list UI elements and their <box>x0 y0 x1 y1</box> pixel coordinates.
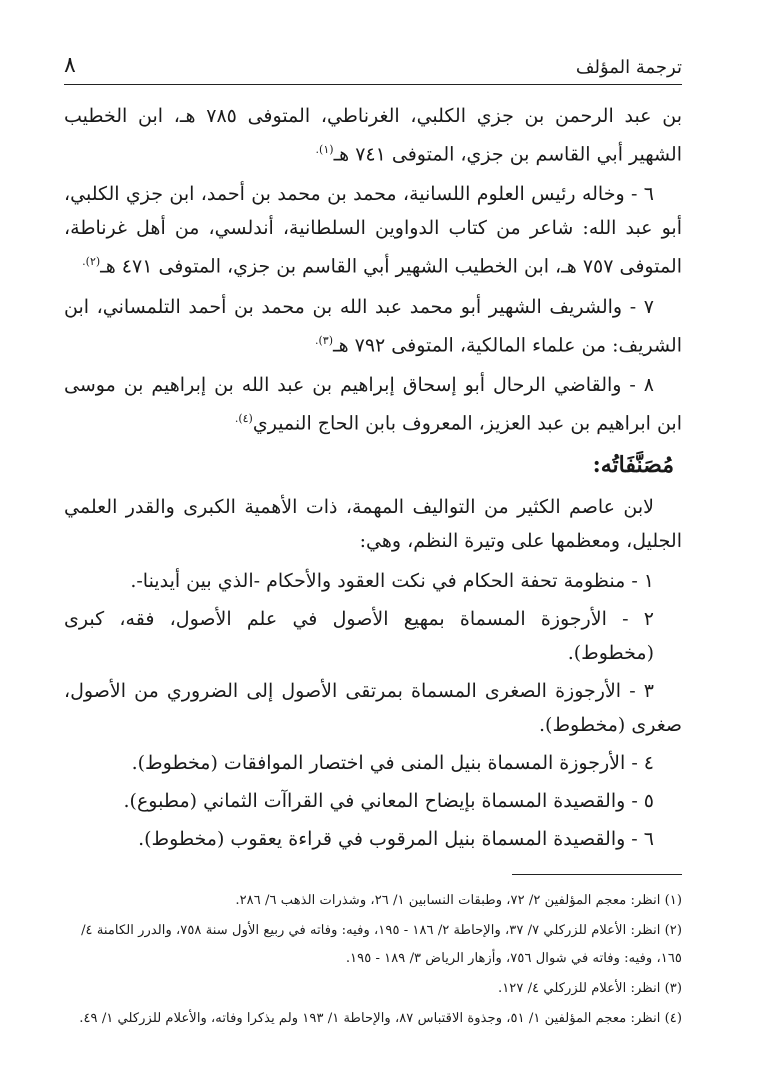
list-item: ٢ - الأرجوزة المسماة بمهيع الأصول في علم الأصول، فقه، كبرى (مخطوط). <box>64 608 654 665</box>
paragraph-text: بن عبد الرحمن بن جزي الكلبي، الغرناطي، المتوفى ٧٨٥ هـ، ابن الخطيب الشهير أبي القاسم بن جزي، المتوفى ٧٤١ هـ <box>64 105 682 166</box>
paragraph-item-8 <box>64 368 682 440</box>
list-item: ١ - منظومة تحفة الحكام في نكت العقود والأحكام -الذي بين أيدينا-. <box>130 570 654 593</box>
list-item: ٦ - والقصيدة المسماة بنيل المرقوب في قراءة يعقوب (مخطوط). <box>138 828 654 851</box>
works-list <box>64 564 682 856</box>
running-header <box>64 52 682 85</box>
main-text <box>64 99 682 856</box>
section-heading: مُصَنَّفَاتُه: <box>592 452 674 479</box>
book-page <box>64 52 682 1035</box>
footnote: (٢) انظر: الأعلام للزركلي ٧/ ٣٧، والإحاطة ٢/ ١٨٦ - ١٩٥، وفيه: وفاته في ربيع الأول سنة ٧٥٨، والدرر الكامنة ٤/ ١٦٥، وفيه: وفاته في شوال ٧٥٦، وأزهار الرياض ٣/ ١٨٩ - ١٩٥. <box>81 923 682 967</box>
paragraph-continuation <box>64 99 682 171</box>
list-item: ٤ - الأرجوزة المسماة بنيل المنى في اختصار الموافقات (مخطوط). <box>131 752 654 775</box>
paragraph-text: ٨ - والقاضي الرحال أبو إسحاق إبراهيم بن عبد الله بن إبراهيم بن موسى ابن ابراهيم بن عبد العزيز، المعروف بابن الحاج النميري <box>64 373 682 435</box>
footnote-ref: (٤). <box>234 411 253 425</box>
footnotes <box>64 887 682 1033</box>
list-item: ٥ - والقصيدة المسماة بإيضاح المعاني في القراآت الثماني (مطبوع). <box>123 790 654 813</box>
footnote-ref: (١). <box>315 143 334 156</box>
footnote-ref: (٢). <box>82 255 101 269</box>
section-intro: لابن عاصم الكثير من التواليف المهمة، ذات الأهمية الكبرى والقدر العلمي الجليل، ومعظمها على وتيرة النظم، وهي: <box>64 496 682 553</box>
list-item: ٣ - الأرجوزة الصغرى المسماة بمرتقى الأصول إلى الضروري من الأصول، صغرى (مخطوط). <box>64 680 682 737</box>
footnote: (١) انظر: معجم المؤلفين ٢/ ٧٢، وطبقات النسابين ١/ ٢٦، وشذرات الذهب ٦/ ٢٨٦. <box>235 893 682 909</box>
paragraph-item-7 <box>64 290 682 362</box>
page-number: ٨ <box>64 53 76 78</box>
paragraph-item-6 <box>64 177 682 283</box>
footnote-divider <box>512 874 682 875</box>
footnote: (٤) انظر: معجم المؤلفين ١/ ٥١، وجذوة الاقتباس ٨٧، والإحاطة ١/ ١٩٣ ولم يذكرا وفاته، والأعلام للزركلي ١/ ٤٩. <box>79 1011 682 1027</box>
header-title: ترجمة المؤلف <box>575 57 682 78</box>
footnote: (٣) انظر: الأعلام للزركلي ٤/ ١٢٧. <box>498 981 682 997</box>
footnote-ref: (٣). <box>314 333 333 347</box>
paragraph-text: ٧ - والشريف الشهير أبو محمد عبد الله بن محمد بن أحمد التلمساني، ابن الشريف: من علماء المالكية، المتوفى ٧٩٢ هـ <box>64 295 682 356</box>
paragraph-text: ٦ - وخاله رئيس العلوم اللسانية، محمد بن محمد بن أحمد، ابن جزي الكلبي، أبو عبد الله: شاعر من كتاب الدواوين السلطانية، أندلسي، من أهل غرناطة، المتوفى ٧٥٧ هـ، ابن الخطيب الشهير أبي القاسم بن جزي، المتوفى ٤٧١ هـ <box>64 183 682 278</box>
